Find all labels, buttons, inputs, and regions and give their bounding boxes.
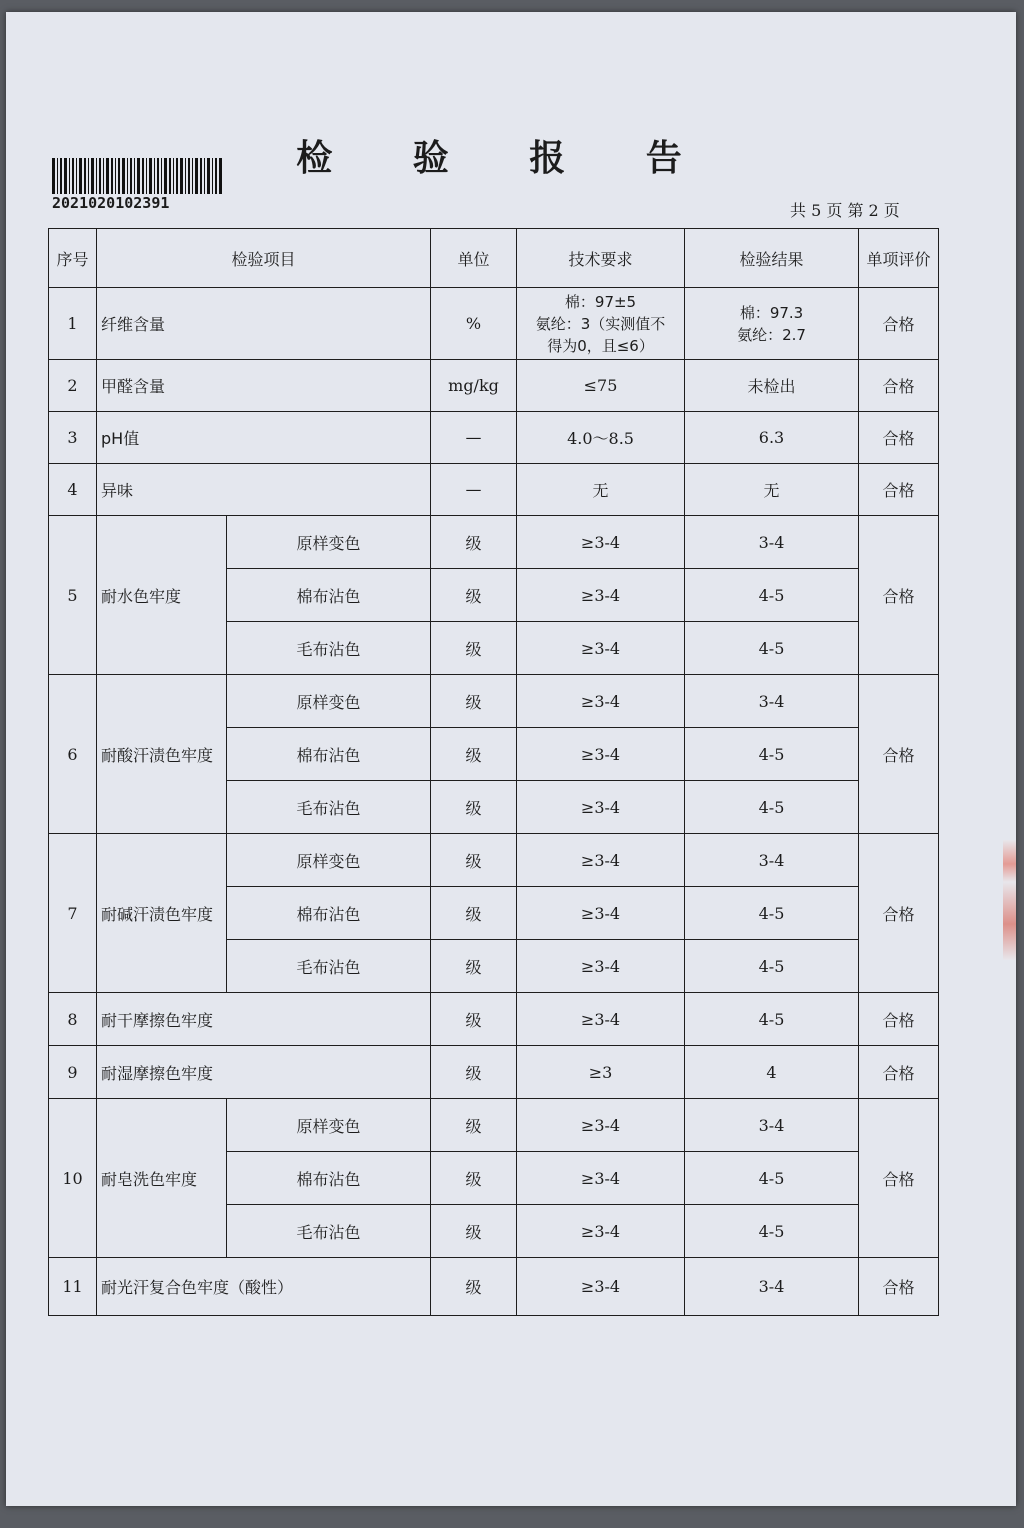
sub-item: 原样变色: [227, 834, 431, 887]
row-requirement: [517, 288, 685, 360]
row-requirement: 4.0～8.5: [517, 412, 685, 464]
row-unit: 级: [431, 1152, 517, 1205]
table-row: [49, 1099, 939, 1152]
row-unit: 级: [431, 834, 517, 887]
row-requirement: ≥3: [517, 1046, 685, 1099]
row-result: 4-5: [685, 781, 859, 834]
row-seq: 10: [49, 1099, 97, 1258]
row-unit: 级: [431, 940, 517, 993]
row-result: 4-5: [685, 940, 859, 993]
sub-item: 原样变色: [227, 675, 431, 728]
row-result: 4-5: [685, 1152, 859, 1205]
requirement-line: 棉：97±5: [564, 292, 637, 311]
sub-item: 毛布沾色: [227, 1205, 431, 1258]
requirement-line: 氨纶：3（实测值不: [535, 314, 666, 333]
row-seq: 11: [49, 1258, 97, 1316]
row-result: 3-4: [685, 675, 859, 728]
header-item: 检验项目: [97, 229, 431, 288]
row-result: 6.3: [685, 412, 859, 464]
row-result: 3-4: [685, 834, 859, 887]
row-item: 耐酸汗渍色牢度: [97, 675, 227, 834]
table-row: [49, 675, 939, 728]
barcode: [52, 158, 222, 194]
row-requirement: ≥3-4: [517, 728, 685, 781]
row-evaluation: 合格: [859, 1046, 939, 1099]
table-row: [49, 834, 939, 887]
row-item: 耐湿摩擦色牢度: [97, 1046, 431, 1099]
row-seq: 8: [49, 993, 97, 1046]
table-row: [49, 288, 939, 360]
table-row: [49, 993, 939, 1046]
row-item: 耐皂洗色牢度: [97, 1099, 227, 1258]
table-row: [49, 412, 939, 464]
row-evaluation: 合格: [859, 412, 939, 464]
row-result: 无: [685, 464, 859, 516]
row-evaluation: 合格: [859, 675, 939, 834]
row-unit: 级: [431, 887, 517, 940]
sub-item: 棉布沾色: [227, 728, 431, 781]
row-item: 异味: [97, 464, 431, 516]
row-item: 耐干摩擦色牢度: [97, 993, 431, 1046]
row-item: 耐碱汗渍色牢度: [97, 834, 227, 993]
row-item: 纤维含量: [97, 288, 431, 360]
row-item: 耐水色牢度: [97, 516, 227, 675]
sub-item: 毛布沾色: [227, 781, 431, 834]
row-requirement: ≥3-4: [517, 781, 685, 834]
row-unit: —: [431, 412, 517, 464]
row-unit: 级: [431, 622, 517, 675]
row-unit: 级: [431, 1046, 517, 1099]
report-page: [6, 12, 1016, 1506]
page-info: 共 5 页 第 2 页: [790, 201, 900, 220]
sub-item: 原样变色: [227, 516, 431, 569]
row-unit: 级: [431, 1258, 517, 1316]
row-result: 4-5: [685, 1205, 859, 1258]
inspection-table: [48, 228, 939, 1316]
row-result: 4-5: [685, 622, 859, 675]
row-unit: 级: [431, 1205, 517, 1258]
row-result: 4-5: [685, 887, 859, 940]
row-seq: 2: [49, 360, 97, 412]
row-result: 3-4: [685, 1099, 859, 1152]
row-requirement: ≥3-4: [517, 1205, 685, 1258]
barcode-number: 2021020102391: [52, 194, 170, 212]
header-evaluation: 单项评价: [859, 229, 939, 288]
row-evaluation: 合格: [859, 360, 939, 412]
row-requirement: ≥3-4: [517, 516, 685, 569]
row-requirement: 无: [517, 464, 685, 516]
sub-item: 毛布沾色: [227, 940, 431, 993]
row-requirement: ≥3-4: [517, 675, 685, 728]
row-seq: 4: [49, 464, 97, 516]
row-evaluation: 合格: [859, 1099, 939, 1258]
row-requirement: ≥3-4: [517, 569, 685, 622]
row-unit: 级: [431, 781, 517, 834]
row-evaluation: 合格: [859, 1258, 939, 1316]
row-seq: 3: [49, 412, 97, 464]
row-unit: 级: [431, 675, 517, 728]
row-requirement: ≤75: [517, 360, 685, 412]
row-result: 4-5: [685, 569, 859, 622]
row-seq: 5: [49, 516, 97, 675]
sub-item: 棉布沾色: [227, 887, 431, 940]
header-seq: 序号: [49, 229, 97, 288]
row-evaluation: 合格: [859, 993, 939, 1046]
row-evaluation: 合格: [859, 516, 939, 675]
row-evaluation: 合格: [859, 288, 939, 360]
sub-item: 原样变色: [227, 1099, 431, 1152]
requirement-line: 得为0，且≤6）: [547, 336, 654, 355]
row-result: 未检出: [685, 360, 859, 412]
row-evaluation: 合格: [859, 464, 939, 516]
table-header-row: [49, 229, 939, 288]
row-unit: %: [431, 288, 517, 360]
row-unit: 级: [431, 728, 517, 781]
row-requirement: ≥3-4: [517, 940, 685, 993]
row-result: 3-4: [685, 516, 859, 569]
row-requirement: ≥3-4: [517, 1152, 685, 1205]
row-item: pH值: [97, 412, 431, 464]
row-item: 耐光汗复合色牢度（酸性）: [97, 1258, 431, 1316]
row-evaluation: 合格: [859, 834, 939, 993]
report-title: 检 验 报 告: [296, 138, 716, 179]
row-unit: 级: [431, 1099, 517, 1152]
row-item: 甲醛含量: [97, 360, 431, 412]
row-result: 4-5: [685, 993, 859, 1046]
header-requirement: 技术要求: [517, 229, 685, 288]
row-unit: 级: [431, 569, 517, 622]
row-result: 3-4: [685, 1258, 859, 1316]
row-requirement: ≥3-4: [517, 622, 685, 675]
table-row: [49, 1258, 939, 1316]
row-seq: 9: [49, 1046, 97, 1099]
row-requirement: ≥3-4: [517, 834, 685, 887]
row-result: 4: [685, 1046, 859, 1099]
red-stamp-edge: [1003, 840, 1016, 960]
row-unit: 级: [431, 993, 517, 1046]
row-unit: mg/kg: [431, 360, 517, 412]
row-unit: —: [431, 464, 517, 516]
header-result: 检验结果: [685, 229, 859, 288]
row-requirement: ≥3-4: [517, 1258, 685, 1316]
row-requirement: ≥3-4: [517, 1099, 685, 1152]
row-seq: 1: [49, 288, 97, 360]
row-requirement: ≥3-4: [517, 993, 685, 1046]
sub-item: 棉布沾色: [227, 569, 431, 622]
header-unit: 单位: [431, 229, 517, 288]
row-requirement: ≥3-4: [517, 887, 685, 940]
table-row: [49, 1046, 939, 1099]
table-row: [49, 516, 939, 569]
row-seq: 6: [49, 675, 97, 834]
sub-item: 毛布沾色: [227, 622, 431, 675]
result-line: 氨纶：2.7: [737, 325, 806, 344]
row-seq: 7: [49, 834, 97, 993]
sub-item: 棉布沾色: [227, 1152, 431, 1205]
row-unit: 级: [431, 516, 517, 569]
row-result: [685, 288, 859, 360]
table-row: [49, 464, 939, 516]
row-result: 4-5: [685, 728, 859, 781]
result-line: 棉：97.3: [739, 303, 804, 322]
table-row: [49, 360, 939, 412]
